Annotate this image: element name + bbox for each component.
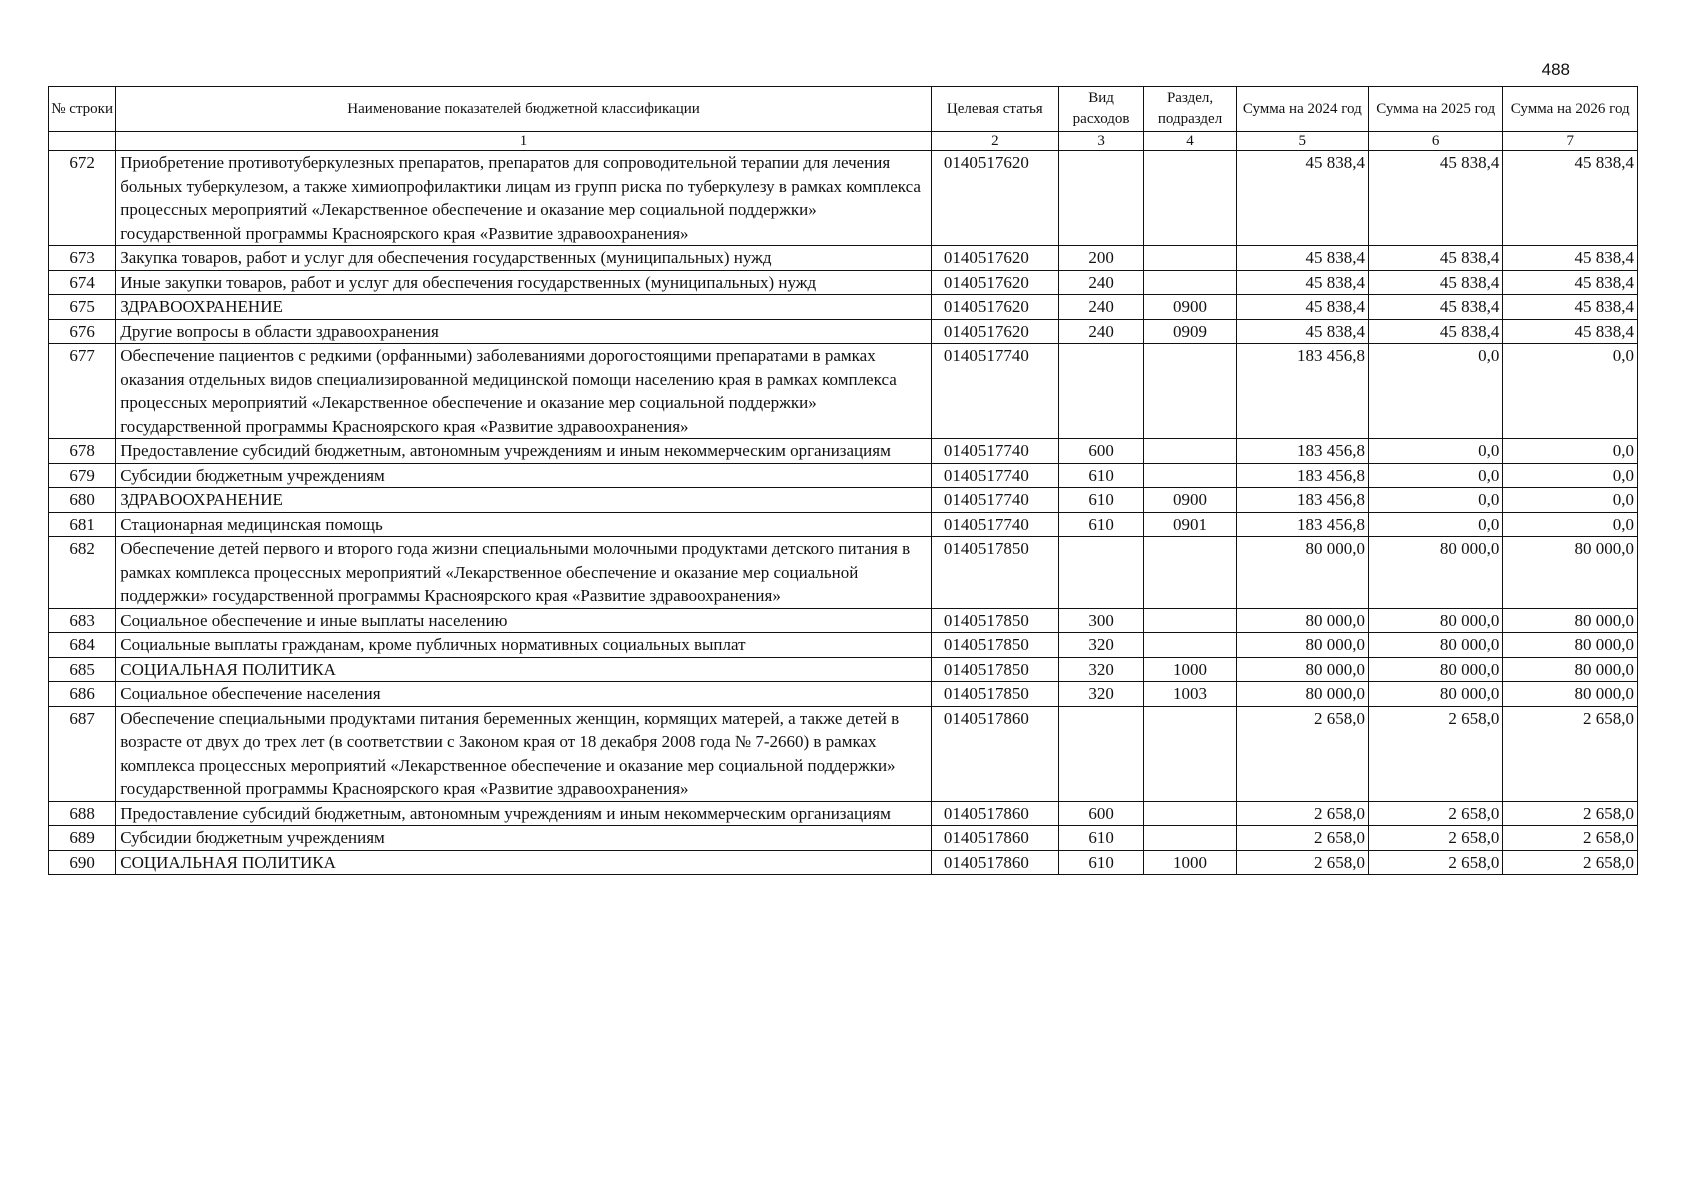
row-sum-2024: 2 658,0	[1236, 801, 1368, 826]
table-body	[49, 132, 1638, 875]
row-expense-kind: 610	[1058, 826, 1144, 851]
row-sum-2025: 80 000,0	[1368, 633, 1502, 658]
row-sum-2025: 0,0	[1368, 439, 1502, 464]
row-number: 686	[49, 682, 116, 707]
col-index: 4	[1144, 132, 1236, 151]
row-number: 674	[49, 270, 116, 295]
row-number: 672	[49, 151, 116, 246]
row-section	[1144, 463, 1236, 488]
row-target-code: 0140517740	[931, 512, 1058, 537]
row-sum-2025: 0,0	[1368, 488, 1502, 513]
row-number: 677	[49, 344, 116, 439]
row-target-code: 0140517860	[931, 826, 1058, 851]
row-expense-kind: 320	[1058, 657, 1144, 682]
col-index: 1	[116, 132, 932, 151]
table-row	[49, 246, 1638, 271]
row-section: 0909	[1144, 319, 1236, 344]
header-sum-2024: Сумма на 2024 год	[1236, 87, 1368, 132]
row-sum-2024: 183 456,8	[1236, 344, 1368, 439]
row-name: СОЦИАЛЬНАЯ ПОЛИТИКА	[116, 850, 932, 875]
row-target-code: 0140517620	[931, 270, 1058, 295]
row-sum-2025: 2 658,0	[1368, 706, 1502, 801]
row-number: 685	[49, 657, 116, 682]
row-number: 683	[49, 608, 116, 633]
column-index-row	[49, 132, 1638, 151]
row-number: 680	[49, 488, 116, 513]
row-sum-2026: 0,0	[1503, 488, 1638, 513]
row-section	[1144, 537, 1236, 609]
row-sum-2024: 45 838,4	[1236, 246, 1368, 271]
row-target-code: 0140517850	[931, 537, 1058, 609]
row-sum-2025: 45 838,4	[1368, 246, 1502, 271]
row-target-code: 0140517620	[931, 151, 1058, 246]
row-name: Закупка товаров, работ и услуг для обеспечения государственных (муниципальных) нужд	[116, 246, 932, 271]
row-sum-2024: 45 838,4	[1236, 151, 1368, 246]
row-number: 675	[49, 295, 116, 320]
row-target-code: 0140517740	[931, 463, 1058, 488]
row-name: Другие вопросы в области здравоохранения	[116, 319, 932, 344]
row-name: Обеспечение пациентов с редкими (орфанными) заболеваниями дорогостоящими препаратами в рамках оказания отдельных видов специализированной медицинской помощи населению края в рамках комплекса процессных мероприятий «Лекарственное обеспечение и оказание мер социальной поддержки» государственной программы Красноярского края «Развитие здравоохранения»	[116, 344, 932, 439]
row-expense-kind: 610	[1058, 463, 1144, 488]
table-row	[49, 537, 1638, 609]
row-number: 684	[49, 633, 116, 658]
row-sum-2026: 80 000,0	[1503, 537, 1638, 609]
row-sum-2025: 80 000,0	[1368, 657, 1502, 682]
row-sum-2025: 45 838,4	[1368, 270, 1502, 295]
row-number: 673	[49, 246, 116, 271]
row-section: 0900	[1144, 295, 1236, 320]
row-name: Обеспечение специальными продуктами питания беременных женщин, кормящих матерей, а также детей в возрасте от двух до трех лет (в соответствии с Законом края от 18 декабря 2008 года № 7-2660) в рамках комплекса процессных мероприятий «Лекарственное обеспечение и оказание мер социальной поддержки» государственной программы Красноярского края «Развитие здравоохранения»	[116, 706, 932, 801]
table-row	[49, 295, 1638, 320]
row-sum-2026: 80 000,0	[1503, 682, 1638, 707]
row-sum-2026: 2 658,0	[1503, 826, 1638, 851]
row-sum-2026: 2 658,0	[1503, 801, 1638, 826]
table-row	[49, 706, 1638, 801]
row-sum-2024: 80 000,0	[1236, 657, 1368, 682]
table-row	[49, 319, 1638, 344]
row-name: Социальное обеспечение и иные выплаты населению	[116, 608, 932, 633]
row-sum-2025: 0,0	[1368, 344, 1502, 439]
row-sum-2024: 45 838,4	[1236, 270, 1368, 295]
table-row	[49, 270, 1638, 295]
col-index: 7	[1503, 132, 1638, 151]
table-row	[49, 826, 1638, 851]
row-sum-2025: 0,0	[1368, 512, 1502, 537]
row-sum-2026: 45 838,4	[1503, 319, 1638, 344]
row-number: 678	[49, 439, 116, 464]
row-expense-kind: 320	[1058, 633, 1144, 658]
row-name: Субсидии бюджетным учреждениям	[116, 463, 932, 488]
row-sum-2026: 0,0	[1503, 344, 1638, 439]
row-sum-2025: 80 000,0	[1368, 682, 1502, 707]
row-sum-2026: 0,0	[1503, 439, 1638, 464]
row-target-code: 0140517620	[931, 295, 1058, 320]
header-name: Наименование показателей бюджетной классификации	[116, 87, 932, 132]
row-expense-kind: 240	[1058, 295, 1144, 320]
col-index: 5	[1236, 132, 1368, 151]
table-row	[49, 488, 1638, 513]
row-name: Предоставление субсидий бюджетным, автономным учреждениям и иным некоммерческим организациям	[116, 801, 932, 826]
row-sum-2026: 80 000,0	[1503, 608, 1638, 633]
row-expense-kind: 240	[1058, 270, 1144, 295]
table-row	[49, 608, 1638, 633]
row-name: ЗДРАВООХРАНЕНИЕ	[116, 295, 932, 320]
row-target-code: 0140517850	[931, 657, 1058, 682]
row-sum-2026: 80 000,0	[1503, 657, 1638, 682]
row-sum-2025: 45 838,4	[1368, 151, 1502, 246]
row-number: 676	[49, 319, 116, 344]
row-number: 690	[49, 850, 116, 875]
row-target-code: 0140517860	[931, 850, 1058, 875]
row-section: 1000	[1144, 850, 1236, 875]
row-target-code: 0140517620	[931, 319, 1058, 344]
row-section: 0901	[1144, 512, 1236, 537]
row-section	[1144, 608, 1236, 633]
row-expense-kind	[1058, 344, 1144, 439]
budget-table	[48, 86, 1638, 875]
table-row	[49, 633, 1638, 658]
row-sum-2024: 80 000,0	[1236, 537, 1368, 609]
row-sum-2024: 45 838,4	[1236, 319, 1368, 344]
row-name: СОЦИАЛЬНАЯ ПОЛИТИКА	[116, 657, 932, 682]
row-section	[1144, 801, 1236, 826]
row-sum-2025: 80 000,0	[1368, 537, 1502, 609]
row-number: 682	[49, 537, 116, 609]
row-sum-2025: 45 838,4	[1368, 295, 1502, 320]
table-row	[49, 463, 1638, 488]
row-sum-2025: 0,0	[1368, 463, 1502, 488]
row-expense-kind: 610	[1058, 850, 1144, 875]
row-sum-2026: 2 658,0	[1503, 850, 1638, 875]
row-target-code: 0140517620	[931, 246, 1058, 271]
row-sum-2024: 2 658,0	[1236, 706, 1368, 801]
table-row	[49, 682, 1638, 707]
row-expense-kind: 610	[1058, 488, 1144, 513]
row-sum-2024: 2 658,0	[1236, 826, 1368, 851]
table-row	[49, 344, 1638, 439]
row-sum-2026: 45 838,4	[1503, 151, 1638, 246]
row-sum-2026: 2 658,0	[1503, 706, 1638, 801]
col-index-empty	[49, 132, 116, 151]
row-name: Субсидии бюджетным учреждениям	[116, 826, 932, 851]
row-sum-2025: 2 658,0	[1368, 801, 1502, 826]
row-target-code: 0140517740	[931, 488, 1058, 513]
row-section	[1144, 826, 1236, 851]
row-number: 689	[49, 826, 116, 851]
row-section	[1144, 344, 1236, 439]
row-expense-kind	[1058, 151, 1144, 246]
row-target-code: 0140517740	[931, 439, 1058, 464]
row-name: Социальное обеспечение населения	[116, 682, 932, 707]
page-number: 488	[1541, 60, 1570, 79]
row-sum-2025: 80 000,0	[1368, 608, 1502, 633]
row-name: Социальные выплаты гражданам, кроме публичных нормативных социальных выплат	[116, 633, 932, 658]
table-row	[49, 850, 1638, 875]
row-sum-2024: 80 000,0	[1236, 682, 1368, 707]
col-index: 2	[931, 132, 1058, 151]
row-sum-2025: 2 658,0	[1368, 850, 1502, 875]
table-row	[49, 439, 1638, 464]
row-expense-kind: 300	[1058, 608, 1144, 633]
header-kind: Вид расходов	[1058, 87, 1144, 132]
row-expense-kind: 320	[1058, 682, 1144, 707]
row-sum-2024: 80 000,0	[1236, 608, 1368, 633]
row-sum-2024: 183 456,8	[1236, 488, 1368, 513]
row-section	[1144, 439, 1236, 464]
row-target-code: 0140517850	[931, 682, 1058, 707]
row-sum-2026: 0,0	[1503, 512, 1638, 537]
row-sum-2024: 2 658,0	[1236, 850, 1368, 875]
col-index: 6	[1368, 132, 1502, 151]
row-section: 1003	[1144, 682, 1236, 707]
row-expense-kind	[1058, 706, 1144, 801]
row-expense-kind: 600	[1058, 439, 1144, 464]
row-sum-2026: 45 838,4	[1503, 295, 1638, 320]
col-index: 3	[1058, 132, 1144, 151]
row-sum-2024: 183 456,8	[1236, 463, 1368, 488]
row-sum-2026: 0,0	[1503, 463, 1638, 488]
table-row	[49, 512, 1638, 537]
row-number: 687	[49, 706, 116, 801]
row-section	[1144, 246, 1236, 271]
row-expense-kind: 200	[1058, 246, 1144, 271]
row-section: 0900	[1144, 488, 1236, 513]
row-name: ЗДРАВООХРАНЕНИЕ	[116, 488, 932, 513]
row-sum-2025: 45 838,4	[1368, 319, 1502, 344]
row-section	[1144, 706, 1236, 801]
row-sum-2024: 80 000,0	[1236, 633, 1368, 658]
row-target-code: 0140517860	[931, 801, 1058, 826]
row-name: Иные закупки товаров, работ и услуг для обеспечения государственных (муниципальных) нужд	[116, 270, 932, 295]
header-sum-2026: Сумма на 2026 год	[1503, 87, 1638, 132]
table-row	[49, 801, 1638, 826]
header-section: Раздел, подраздел	[1144, 87, 1236, 132]
row-sum-2024: 183 456,8	[1236, 512, 1368, 537]
row-name: Стационарная медицинская помощь	[116, 512, 932, 537]
row-name: Предоставление субсидий бюджетным, автономным учреждениям и иным некоммерческим организациям	[116, 439, 932, 464]
row-expense-kind	[1058, 537, 1144, 609]
row-number: 688	[49, 801, 116, 826]
row-target-code: 0140517850	[931, 633, 1058, 658]
row-sum-2024: 183 456,8	[1236, 439, 1368, 464]
row-name: Обеспечение детей первого и второго года жизни специальными молочными продуктами детского питания в рамках комплекса процессных мероприятий «Лекарственное обеспечение и оказание мер социальной поддержки» государственной программы Красноярского края «Развитие здравоохранения»	[116, 537, 932, 609]
row-section	[1144, 633, 1236, 658]
row-number: 679	[49, 463, 116, 488]
row-target-code: 0140517740	[931, 344, 1058, 439]
row-expense-kind: 240	[1058, 319, 1144, 344]
row-expense-kind: 610	[1058, 512, 1144, 537]
row-sum-2025: 2 658,0	[1368, 826, 1502, 851]
row-sum-2024: 45 838,4	[1236, 295, 1368, 320]
row-sum-2026: 45 838,4	[1503, 246, 1638, 271]
row-section	[1144, 270, 1236, 295]
row-section	[1144, 151, 1236, 246]
row-section: 1000	[1144, 657, 1236, 682]
header-sum-2025: Сумма на 2025 год	[1368, 87, 1502, 132]
header-row-no: № строки	[49, 87, 116, 132]
row-expense-kind: 600	[1058, 801, 1144, 826]
row-sum-2026: 80 000,0	[1503, 633, 1638, 658]
row-target-code: 0140517860	[931, 706, 1058, 801]
row-sum-2026: 45 838,4	[1503, 270, 1638, 295]
row-number: 681	[49, 512, 116, 537]
table-row	[49, 151, 1638, 246]
header-target: Целевая статья	[931, 87, 1058, 132]
row-target-code: 0140517850	[931, 608, 1058, 633]
row-name: Приобретение противотуберкулезных препаратов, препаратов для сопроводительной терапии для лечения больных туберкулезом, а также химиопрофилактики лицам из групп риска по туберкулезу в рамках комплекса процессных мероприятий «Лекарственное обеспечение и оказание мер социальной поддержки» государственной программы Красноярского края «Развитие здравоохранения»	[116, 151, 932, 246]
table-row	[49, 657, 1638, 682]
